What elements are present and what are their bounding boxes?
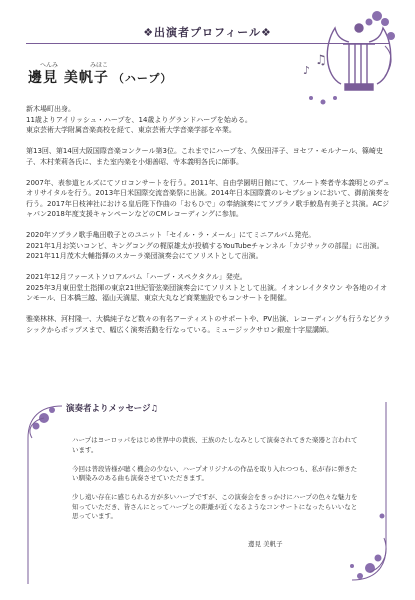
message-paragraph: 今回は普段皆様が聴く機会の少ない、ハープオリジナルの作品を取り入れつつも、私が春に弾きたい馴染みのある曲も演奏させていただきます。 [72, 464, 358, 482]
profile-text [26, 104, 392, 346]
message-paragraph: 少し遠い存在に感じられる方が多いハープですが、この演奏会をきっかけにハープの色々な魅力を知っていただき、皆さんにとってハープとの距離が近くなるようなコンサートになったらいいなと思っています。 [72, 493, 358, 520]
message-signature: 邊見 美帆子 [248, 540, 283, 548]
music-notes-icon [303, 53, 327, 77]
surname-ruby: へんみ [40, 62, 59, 69]
performer-name-line [28, 67, 172, 87]
message-paragraph: ハープはヨーロッパをはじめ世界中の貴族、王族のたしなみとして演奏されてきた楽器と言われています。 [72, 436, 358, 454]
message-text [72, 436, 362, 531]
profile-paragraph: 2021年12月ファーストソロアルバム「ハープ・スペクタクル」発売。 2025年3月東田堂土指揮の東京21世紀管弦楽団演奏会にてソリストとして出演。イオンレイクタウン や各地のイオンモール、日本橋三越、福山天満屋、東京大丸など商業施設でもコンサートを開催。 [26, 273, 388, 302]
lyre-icon [327, 24, 390, 90]
lyre-flower-decoration [245, 6, 395, 114]
profile-paragraph: 2007年、表参道ヒルズにてソロコンサートを行う。2011年、自由学園明日館にて、フルート奏者寺本義明とのデュオリサイタルを行う。2013年日米国際交流音楽祭に出演。2014年日本国際賞のレセプションにおいて、御前演奏を行う。2017年日枝神社における皇后陛下作曲の「おもひで」の奉納演奏にてソプラノ歌手鮫島有美子と共演。ACジャパン2018年度支援キャンペーンなどのCMレコーディングに参加。 [26, 178, 390, 218]
profile-paragraph: 新木場町出身。 11歳よりアイリッシュ・ハープを、14歳よりグランドハープを始める。 東京芸術大学附属音楽高校を経て、東京芸術大学音楽学部を卒業。 [26, 105, 252, 134]
given-name-ruby: みほこ [90, 62, 109, 69]
performer-name: 邊見 美帆子 [28, 70, 109, 86]
profile-paragraph: 2020年ソプラノ歌手亀田敬子とのユニット「セイル・ラ・メール」にてミニアルバム発売。 2021年1月お笑いコンビ、キングコングの梶原雄太が投稿するYouTubeチャンネル「カジサックの部屋」に出演。2021年11月茂木大輔指揮のスカーラ楽団演奏会にてソリストとして出演。 [26, 231, 384, 260]
profile-paragraph: 雅楽林林、河村隆一、大橋純子など数々の有名アーティストのサポートや、PV出演、レコーディングも行うなどクラシックからポップスまで、幅広く演奏活動を行なっている。ミュージックサロン銀座十字屋講師。 [26, 315, 391, 334]
profile-heading: ❖出演者プロフィール❖ [143, 26, 272, 39]
svg-text:♫: ♫ [315, 53, 327, 68]
performer-instrument: （ハープ） [112, 72, 173, 85]
svg-text:♪: ♪ [303, 64, 311, 77]
message-heading: 演奏者よりメッセージ♫ [66, 404, 159, 414]
profile-paragraph: 第13回、第14回大阪国際音楽コンクール第3位。これまでにハープを、久保田洋子、ヨセフ・モルナール、篠崎史子、木村茉莉各氏に、また室内楽を小畑善昭、寺本義明各氏に師事。 [26, 147, 383, 166]
